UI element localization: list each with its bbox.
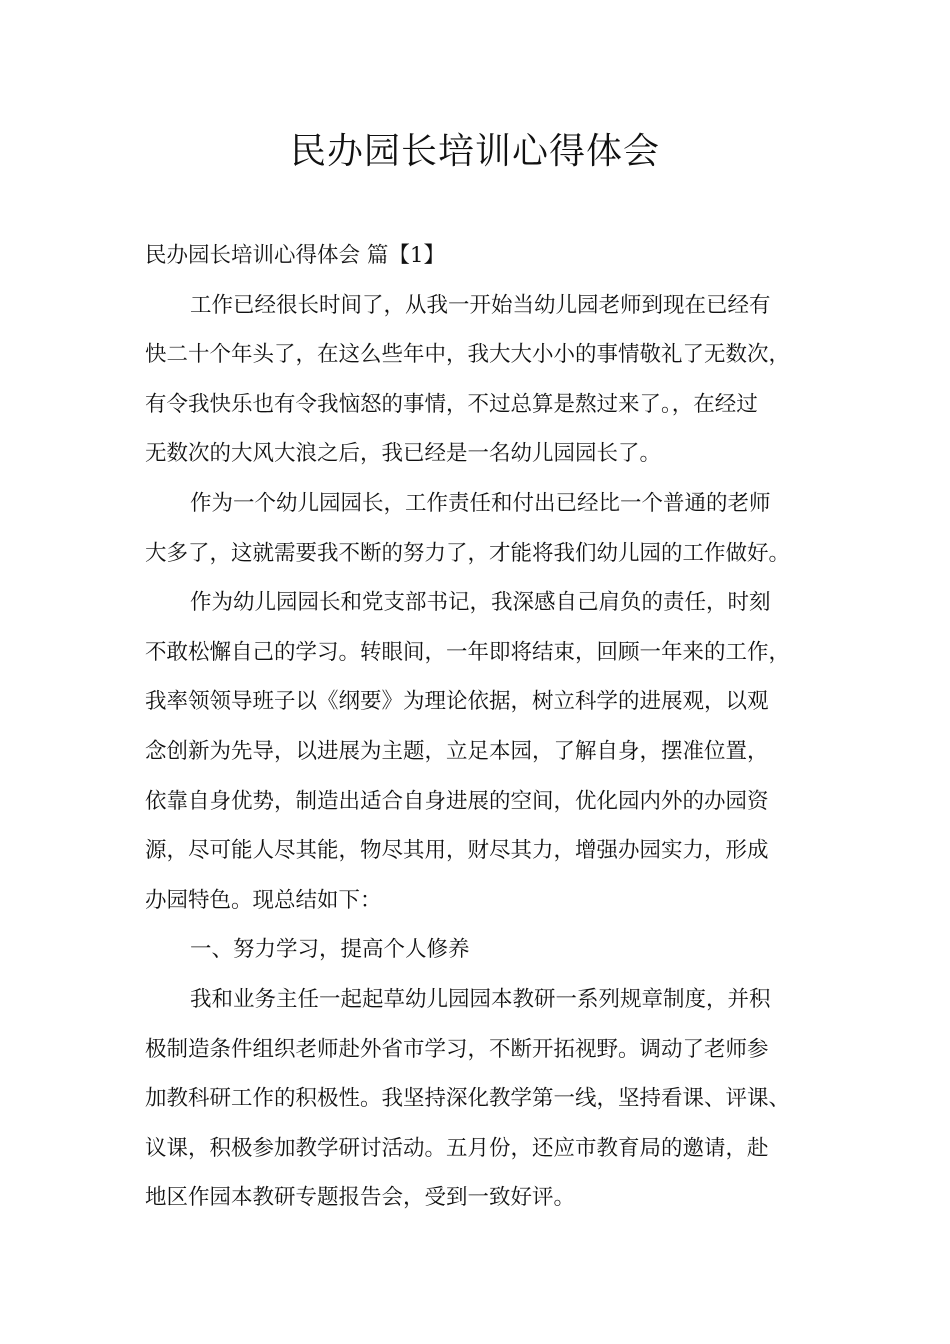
text-line: 民办园长培训心得体会 篇【1】 — [145, 243, 446, 268]
text-line: 依靠自身优势，制造出适合自身进展的空间，优化园内外的办园资 — [145, 788, 769, 814]
text-line: 极制造条件组织老师赴外省市学习，不断开拓视野。调动了老师参 — [145, 1036, 769, 1062]
text-line: 不敢松懈自己的学习。转眼间，一年即将结束，回顾一年来的工作， — [145, 639, 791, 665]
text-line: 作为幼儿园园长和党支部书记，我深感自己肩负的责任，时刻 — [190, 590, 771, 616]
text-line: 我率领领导班子以《纲要》为理论依据，树立科学的进展观，以观 — [145, 689, 769, 715]
text-line: 议课，积极参加教学研讨活动。五月份，还应市教育局的邀请，赴 — [145, 1135, 769, 1161]
text-line: 大多了，这就需要我不断的努力了，才能将我们幼儿园的工作做好。 — [145, 540, 791, 566]
text-line: 我和业务主任一起起草幼儿园园本教研一系列规章制度，并积 — [190, 986, 771, 1012]
text-line: 无数次的大风大浪之后，我已经是一名幼儿园园长了。 — [145, 441, 662, 467]
document-body — [145, 231, 825, 1223]
text-line: 有令我快乐也有令我恼怒的事情，不过总算是熬过来了。，在经过 — [145, 391, 758, 417]
text-line: 一、努力学习，提高个人修养 — [190, 937, 470, 963]
text-line: 加教科研工作的积极性。我坚持深化教学第一线，坚持看课、评课、 — [145, 1086, 791, 1112]
text-line: 办园特色。现总结如下： — [145, 887, 382, 913]
text-line: 工作已经很长时间了，从我一开始当幼儿园老师到现在已经有 — [190, 292, 771, 318]
document-title: 民办园长培训心得体会 — [289, 131, 660, 172]
text-line: 念创新为先导，以进展为主题，立足本园，了解自身，摆准位置， — [145, 738, 769, 764]
text-line: 源，尽可能人尽其能，物尽其用，财尽其力，增强办园实力，形成 — [145, 838, 769, 864]
text-line: 快二十个年头了，在这么些年中，我大大小小的事情敬礼了无数次， — [145, 342, 791, 368]
text-line: 作为一个幼儿园园长，工作责任和付出已经比一个普通的老师 — [190, 490, 771, 516]
text-line: 地区作园本教研专题报告会，受到一致好评。 — [145, 1185, 576, 1211]
